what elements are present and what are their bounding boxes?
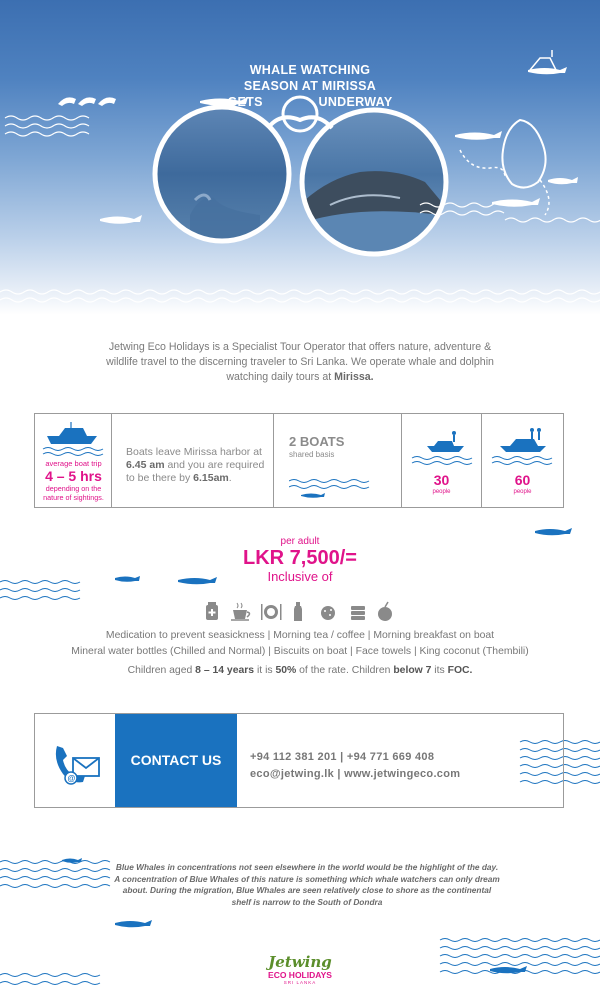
- svg-text:@: @: [67, 774, 76, 783]
- dolphins-icon: [58, 97, 116, 106]
- contact-phones[interactable]: +94 112 381 201 | +94 771 669 408: [250, 751, 435, 763]
- children-pricing: [30, 665, 570, 676]
- harbor-time-cell: [112, 414, 274, 507]
- inclusions-list: [30, 628, 570, 659]
- hero-title-line1: WHALE WATCHING: [249, 63, 371, 77]
- trip-hours: 4 – 5 hrs: [45, 468, 102, 484]
- medicine-icon: [206, 602, 218, 620]
- intro-text: Jetwing Eco Holidays is a Specialist Tour Operator that offers nature, adventure & wildlife travel to the discerning traveler to Sri Lanka. We operate whale and dolphin watching daily tours at: [106, 341, 494, 383]
- boats-subtitle: shared basis: [289, 450, 335, 459]
- harbor-mid: and you are required to be there by: [126, 459, 265, 484]
- inclusions-icons: [200, 600, 400, 622]
- ship-icon: [530, 50, 556, 70]
- plate-cutlery-icon: [261, 604, 282, 620]
- harbor-end: .: [228, 472, 232, 484]
- hero-title: [205, 62, 415, 110]
- jetwing-logo[interactable]: [250, 953, 350, 985]
- price-inclusive: Inclusive of: [267, 569, 333, 584]
- hero-title-season: SEASON AT: [243, 79, 322, 93]
- phone-mail-icon: [49, 740, 105, 788]
- hero-banner: [0, 0, 600, 315]
- contact-us-button[interactable]: CONTACT US: [115, 714, 237, 807]
- tour-info-table: [34, 413, 564, 508]
- children-foc: FOC.: [447, 665, 473, 676]
- capacity-60-cell: [482, 414, 563, 507]
- trip-depending: depending on the nature of sightings.: [43, 484, 104, 502]
- children-below: below 7: [393, 665, 432, 676]
- large-boat-icon: [482, 414, 563, 469]
- capacity-30-number: 30: [433, 472, 450, 488]
- right-binocular-lens: [302, 110, 446, 260]
- contact-email-web[interactable]: eco@jetwing.lk | www.jetwingeco.com: [250, 768, 461, 780]
- boats-title: 2 BOATS: [289, 434, 345, 449]
- children-age-range: 8 – 14 years: [195, 665, 255, 676]
- intro-place: Mirissa.: [334, 371, 374, 383]
- hero-title-underway: UNDERWAY: [318, 95, 393, 109]
- logo-sub: ECO HOLIDAYS: [268, 970, 332, 980]
- capacity-60-number: 60: [514, 472, 531, 488]
- harbor-arrive: 6.15am: [193, 472, 229, 484]
- hero-title-gets: GETS: [227, 95, 263, 109]
- blue-whale-quote: Blue Whales in concentrations not seen elsewhere in the world would be the highlight of the day. A concentration of Blue Whales of this nature is something which whale watchers can only dream about. During the migration, Blue Whales are seen relatively close to shore as the continental shelf is narrow to the South of Dondra: [114, 862, 500, 907]
- waves-icon: [289, 473, 389, 503]
- towels-icon: [351, 606, 365, 620]
- inclusions-line2: Mineral water bottles (Chilled and Normal) | Biscuits on boat | Face towels | King coconut (Thembili): [71, 645, 529, 657]
- harbor-pre: Boats leave Mirissa harbor at: [126, 446, 262, 458]
- contact-details: [250, 749, 460, 783]
- tea-cup-icon: [231, 603, 250, 620]
- boats-cell: [274, 414, 402, 507]
- harbor-time: 6.45 am: [126, 459, 165, 471]
- coconut-icon: [378, 602, 392, 621]
- intro-paragraph: [95, 340, 505, 385]
- contact-box: [34, 713, 564, 808]
- capacity-30-cell: [402, 414, 482, 507]
- logo-brand: Jetwing: [268, 953, 332, 971]
- small-boat-icon: [402, 414, 482, 469]
- inclusions-line1: Medication to prevent seasickness | Morning tea / coffee | Morning breakfast on boat: [105, 630, 495, 641]
- logo-country: SRI LANKA: [283, 980, 317, 985]
- trip-duration-cell: [35, 414, 112, 507]
- price-per-adult: per adult: [280, 536, 320, 547]
- children-mid: it is: [254, 665, 276, 676]
- water-bottle-icon: [294, 602, 302, 621]
- hero-title-place: MIRISSA: [321, 79, 377, 93]
- children-pre: Children aged: [127, 665, 196, 676]
- capacity-60-unit: people: [513, 489, 532, 495]
- capacity-30-unit: people: [432, 489, 451, 495]
- price-block: [200, 536, 400, 584]
- children-post: its: [431, 665, 448, 676]
- children-mid2: of the rate. Children: [296, 665, 394, 676]
- hero-illustration: [0, 0, 600, 315]
- price-amount: LKR 7,500/=: [243, 547, 357, 569]
- boat-icon: [35, 414, 112, 459]
- biscuit-icon: [321, 606, 335, 620]
- children-rate: 50%: [275, 665, 297, 676]
- wave-pattern-icon: [0, 116, 600, 302]
- trip-label: average boat trip: [45, 459, 102, 468]
